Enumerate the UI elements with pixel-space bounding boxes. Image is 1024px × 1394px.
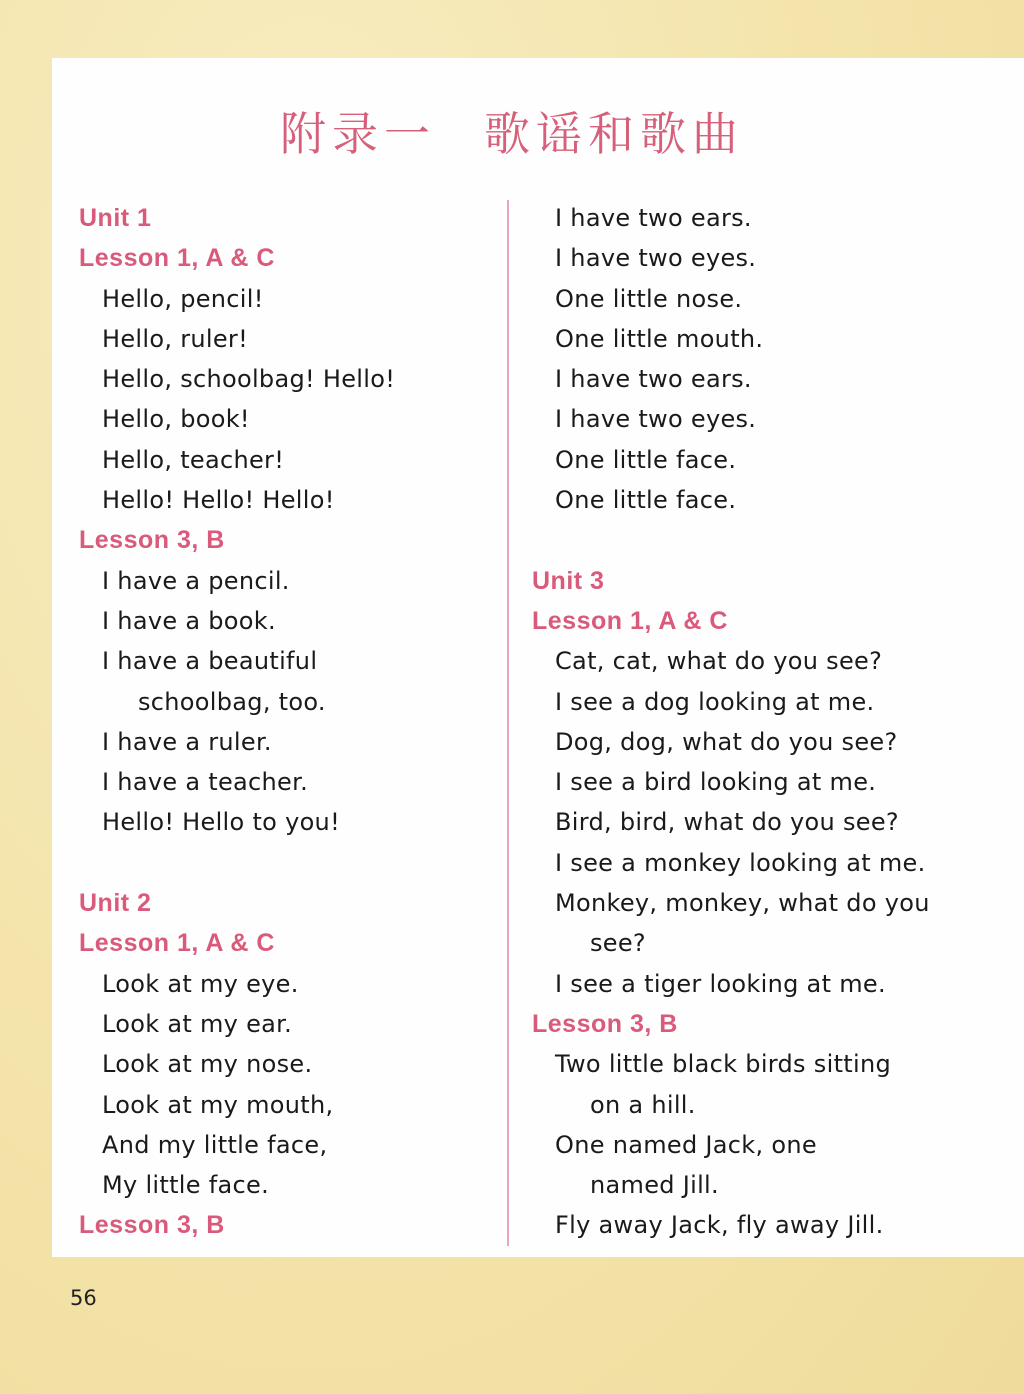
lyric-line-continuation: named Jill. [590, 1171, 719, 1200]
right-column [532, 198, 1002, 1246]
lesson-heading: Lesson 1, A & C [79, 929, 275, 958]
lyric-line: I have a beautiful [102, 647, 318, 676]
lyric-line: Hello! Hello to you! [102, 808, 340, 837]
lesson-heading: Lesson 3, B [79, 1211, 225, 1240]
lesson-heading: Lesson 1, A & C [532, 606, 728, 635]
lyric-line: I have two eyes. [555, 244, 757, 273]
unit-heading: Unit 3 [532, 566, 605, 595]
column-divider [507, 200, 509, 1246]
lesson-heading: Lesson 1, A & C [79, 244, 275, 273]
section-spacer [79, 843, 489, 883]
lyric-line: I have two ears. [555, 204, 752, 232]
lesson-heading: Lesson 3, B [532, 1009, 678, 1038]
lyric-line-continuation: schoolbag, too. [138, 687, 326, 716]
lyric-line: Hello, book! [102, 405, 250, 434]
lyric-line: One little face. [555, 486, 737, 515]
lyric-line: Hello, pencil! [102, 284, 264, 313]
lyric-line: Bird, bird, what do you see? [555, 808, 899, 837]
lyric-line-continuation: on a hill. [590, 1090, 696, 1119]
lyric-line: I see a monkey looking at me. [555, 848, 926, 877]
page-title [0, 98, 1024, 164]
lyric-line-continuation: see? [590, 929, 646, 958]
lyric-line: Fly away Jack, fly away Jill. [555, 1211, 884, 1240]
lyric-line: My little face. [102, 1171, 270, 1200]
lesson-heading: Lesson 3, B [79, 526, 225, 555]
page-number: 56 [70, 1286, 97, 1310]
lyric-line: Hello, ruler! [102, 324, 248, 353]
lyric-line: One named Jack, one [555, 1130, 817, 1159]
lyric-line: Hello, teacher! [102, 445, 285, 474]
lyric-line: One little nose. [555, 284, 743, 313]
lyric-line: I see a tiger looking at me. [555, 969, 886, 998]
left-column [79, 198, 489, 1246]
lyric-line: And my little face, [102, 1130, 328, 1159]
lyric-line: Look at my ear. [102, 1009, 293, 1038]
lyric-line: I see a bird looking at me. [555, 768, 877, 797]
lyric-line: Hello, schoolbag! Hello! [102, 365, 396, 394]
lyric-line: Dog, dog, what do you see? [555, 727, 898, 756]
unit-heading: Unit 1 [79, 204, 152, 232]
lyric-line: I have a teacher. [102, 768, 309, 797]
lyric-line: I see a dog looking at me. [555, 687, 875, 716]
unit-heading: Unit 2 [79, 889, 152, 918]
lyric-line: Look at my eye. [102, 969, 299, 998]
lyric-line: I have a book. [102, 606, 276, 635]
lyric-line: I have two eyes. [555, 405, 757, 434]
lyric-line: I have a pencil. [102, 566, 290, 595]
lyric-line: Monkey, monkey, what do you [555, 889, 930, 918]
section-spacer [532, 520, 1002, 560]
lyric-line: Hello! Hello! Hello! [102, 486, 335, 515]
lyric-line: Look at my nose. [102, 1050, 313, 1079]
lyric-line: Look at my mouth, [102, 1090, 334, 1119]
lyric-line: I have a ruler. [102, 727, 272, 756]
lyric-line: Cat, cat, what do you see? [555, 647, 883, 676]
lyric-line: Two little black birds sitting [555, 1050, 891, 1079]
title-section-name: 歌谣和歌曲 [484, 107, 744, 161]
lyric-line: One little face. [555, 445, 737, 474]
lyric-line: I have two ears. [555, 365, 752, 394]
title-appendix-label: 附录一 [280, 107, 436, 161]
lyric-line: One little mouth. [555, 324, 764, 353]
